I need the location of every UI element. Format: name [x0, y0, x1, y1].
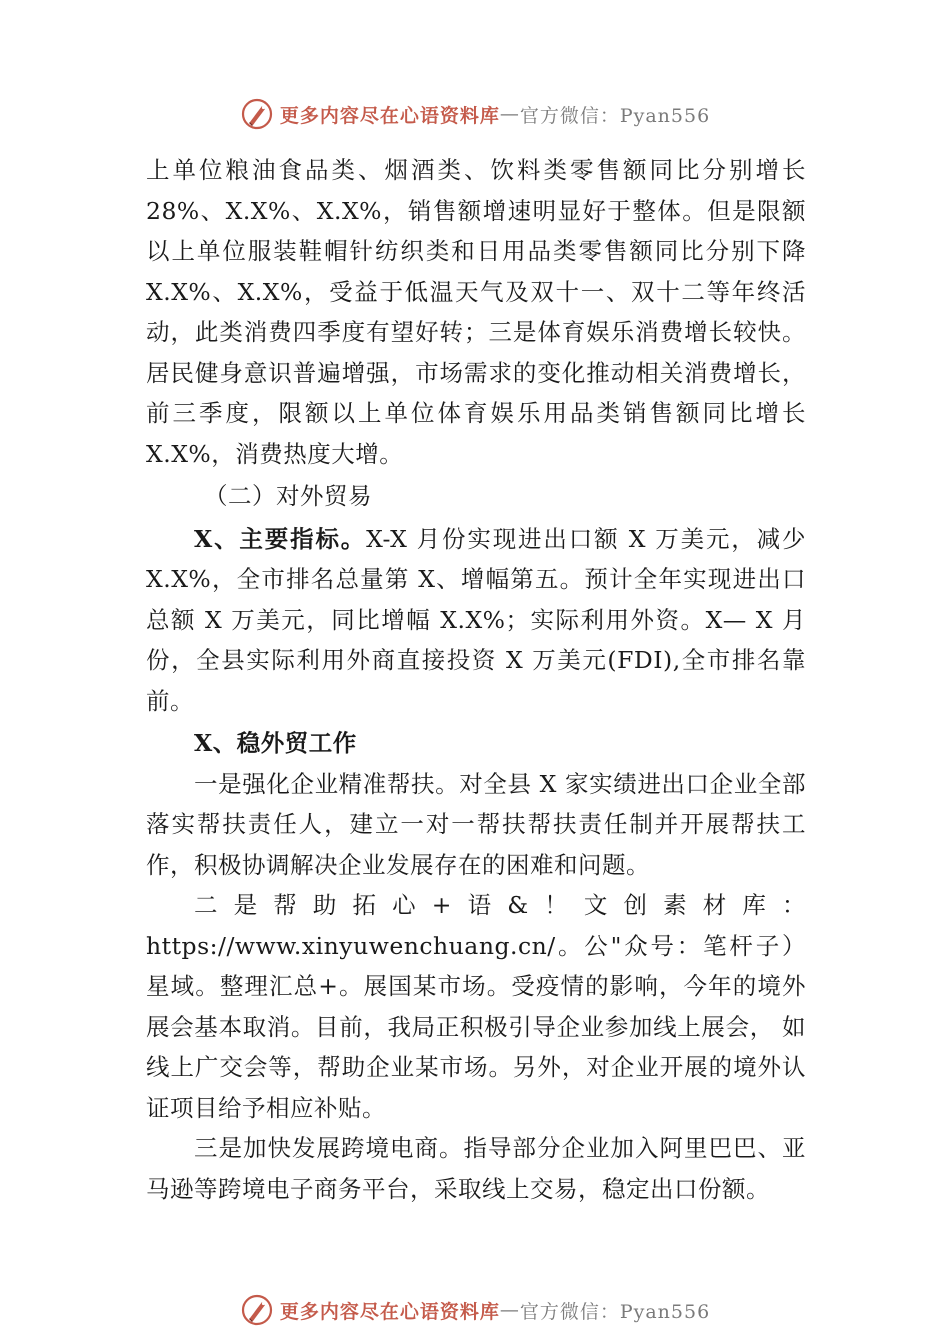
- paragraph-market-expansion: 二是帮助拓心+语&！文创素材库：https://www.xinyuwenchuang.cn/。公"众号：笔杆子）星域。整理汇总+。展国某市场。受疫情的影响，今年的境外展会基本取消。目前，我局正积极引导企业参加线上展会， 如线上广交会等，帮助企业某市场。另外，对企业开展的境外认证项目给予相应补贴。: [146, 891, 806, 1122]
- header-banner: [0, 94, 950, 134]
- footer-banner: [0, 1290, 950, 1330]
- banner-brand-text: 更多内容尽在心语资料库: [279, 1300, 500, 1323]
- paragraph-cross-border-ecommerce: 三是加快发展跨境电商。指导部分企业加入阿里巴巴、亚马逊等跨境电子商务平台，采取线上交易，稳定出口份额。: [146, 1134, 806, 1203]
- section-heading-stable-trade: X、稳外贸工作: [194, 729, 357, 757]
- paragraph-consumption: 上单位粮油食品类、烟酒类、饮料类零售额同比分别增长28%、X.X%、X.X%，销售额增速明显好于整体。但是限额以上单位服装鞋帽针纺织类和日用品类零售额同比分别下降 X.X%、X.X%，受益于低温天气及双十一、双十二等年终活动，此类消费四季度有望好转；三是体育娱乐消费增长较快。居民健身意识普遍增强，市场需求的变化推动相关消费增长，前三季度，限额以上单位体育娱乐用品类销售额同比增长 X.X%，消费热度大增。: [146, 156, 806, 468]
- banner-separator: —: [499, 1299, 520, 1321]
- document-body: [146, 150, 806, 1209]
- paragraph-main-indicators: [146, 519, 806, 722]
- banner-separator: —: [499, 103, 520, 125]
- pen-logo-icon: [240, 1293, 274, 1327]
- banner-wechat-text: 官方微信：Pyan556: [519, 104, 711, 127]
- pen-logo-icon: [240, 97, 274, 131]
- main-indicators-text: X-X 月份实现进出口额 X 万美元，减少 X.X%，全市排名总量第 X、增幅第五。预计全年实现进出口总额 X 万美元，同比增幅 X.X%；实际利用外资。X— X 月份，全县实际利用外商直接投资 X 万美元(FDI),全市排名靠前。: [146, 524, 806, 715]
- banner-brand-text: 更多内容尽在心语资料库: [279, 104, 500, 127]
- section-heading-foreign-trade: （二）对外贸易: [204, 482, 372, 510]
- main-indicators-lead: X、主要指标。: [194, 524, 367, 553]
- paragraph-enterprise-support: 一是强化企业精准帮扶。对全县 X 家实绩进出口企业全部落实帮扶责任人，建立一对一帮扶帮扶责任制并开展帮扶工作，积极协调解决企业发展存在的困难和问题。: [146, 769, 806, 879]
- banner-wechat-text: 官方微信：Pyan556: [519, 1300, 711, 1323]
